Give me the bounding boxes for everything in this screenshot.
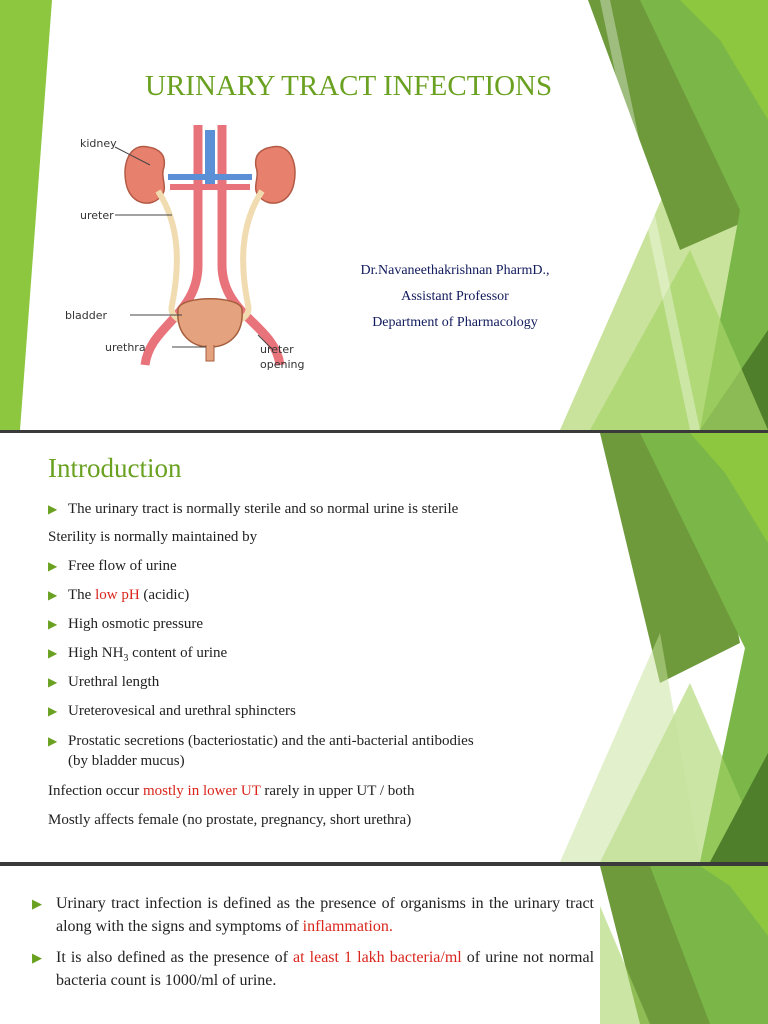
para-mostly-female: Mostly affects female (no prostate, pregnancy, short urethra) [48, 812, 412, 828]
bullet-arrow-icon: ▶ [48, 704, 58, 718]
label-ureter-opening-2: opening [260, 358, 305, 371]
slide-title [0, 0, 768, 430]
bullet-prostatic-cont: (by bladder mucus) [68, 753, 185, 769]
bullet-prostatic: ▶ Prostatic secretions (bacteriostatic) and the anti-bacterial antibodies [48, 733, 474, 749]
introduction-heading: Introduction [48, 453, 182, 483]
para-sterility: Sterility is normally maintained by [48, 529, 258, 545]
label-ureter: ureter [80, 209, 114, 222]
label-bladder: bladder [65, 309, 108, 322]
bullet-sterile: ▶ The urinary tract is normally sterile and so normal urine is sterile [48, 501, 459, 517]
bullet-nh3: ▶ High $NH_3$ content of urine [48, 645, 228, 664]
label-kidney: kidney [80, 137, 117, 150]
label-urethra: urethra [105, 341, 146, 354]
author-department: Department of Pharmacology [372, 315, 538, 330]
bullet-arrow-icon: ▶ [48, 675, 58, 689]
author-block [330, 258, 580, 336]
definition-1: ▶ Urinary tract infection is defined as the presence of organisms in the urinary tract along with the signs and symptoms of inflammation. [36, 892, 594, 938]
bullet-arrow-icon: ▶ [48, 734, 58, 748]
bullet-low-ph: ▶ The low pH (acidic) [48, 587, 190, 603]
bullet-arrow-icon: ▶ [32, 896, 42, 911]
slide-title-text: URINARY TRACT INFECTIONS [145, 70, 553, 102]
definition-block [32, 892, 595, 992]
bullet-urethral-length: ▶ Urethral length [48, 674, 160, 690]
author-position: Assistant Professor [401, 289, 509, 304]
bullet-arrow-icon: ▶ [32, 950, 42, 965]
bullet-free-flow: ▶ Free flow of urine [48, 558, 177, 574]
label-ureter-opening-1: ureter [260, 343, 294, 356]
slide-definition [0, 866, 768, 1024]
bullet-arrow-icon: ▶ [48, 588, 58, 602]
bullet-arrow-icon: ▶ [48, 502, 58, 516]
para-infection-occur: Infection occur mostly in lower UT rarely in upper UT / both [48, 783, 415, 799]
urinary-tract-diagram [60, 125, 335, 375]
bullet-arrow-icon: ▶ [48, 646, 58, 660]
bullet-arrow-icon: ▶ [48, 617, 58, 631]
bullet-arrow-icon: ▶ [48, 559, 58, 573]
author-name: Dr.Navaneethakrishnan PharmD., [360, 263, 550, 278]
definition-2: ▶ It is also defined as the presence of at least 1 lakh bacteria/ml of urine not normal bacteria count is 1000/ml of urine. [36, 946, 594, 992]
slide-introduction [0, 433, 768, 862]
bullet-osmotic: ▶ High osmotic pressure [48, 616, 203, 632]
bullet-sphincters: ▶ Ureterovesical and urethral sphincters [48, 703, 296, 719]
